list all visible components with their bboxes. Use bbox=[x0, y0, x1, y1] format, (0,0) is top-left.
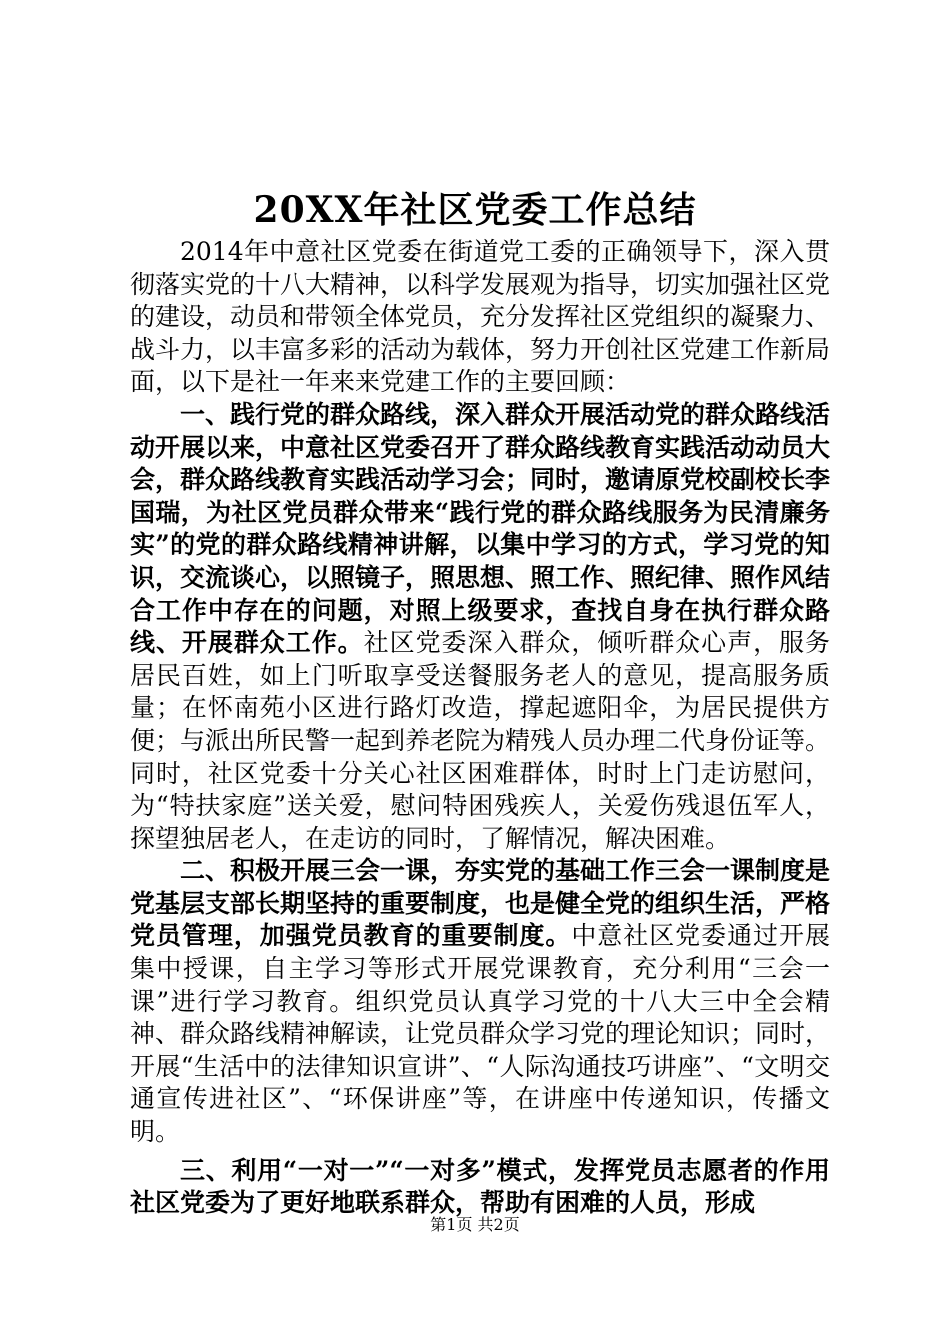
paragraph-section-2 bbox=[130, 855, 830, 1148]
paragraph-heading: 二、积极开展三会一课，夯实党的基础工作三会一课制度是党基层支部长期坚持的重要制度，也是健全党的组织生活，严格党员管理，加强党员教育的重要制度。 bbox=[130, 856, 831, 951]
paragraph-heading: 一、践行党的群众路线，深入群众开展活动党的群众路线活动开展以来，中意社区党委召开了群众路线教育实践活动动员大会，群众路线教育实践活动学习会；同时，邀请原党校副校长李国瑞，为社区党员群众带来“践行党的群众路线服务为民清廉务实”的党的群众路线精神讲解，以集中学习的方式，学习党的知识，交流谈心，以照镜子，照思想、照工作、照纪律、照作风结合工作中存在的问题，对照上级要求，查找自身在执行群众路线、开展群众工作。 bbox=[130, 399, 831, 658]
document-body bbox=[130, 236, 830, 1220]
paragraph-heading: 三、利用“一对一”“一对多”模式，发挥党员志愿者的作用社区党委为了更好地联系群众，帮助有困难的人员，形成 bbox=[130, 1155, 830, 1218]
paragraph-intro bbox=[130, 236, 830, 399]
paragraph-text: 社区党委深入群众，倾听群众心声，服务居民百姓，如上门听取享受送餐服务老人的意见，提高服务质量；在怀南苑小区进行路灯改造，撑起遮阳伞，为居民提供方便；与派出所民警一起到养老院为精残人员办理二代身份证等。同时，社区党委十分关心社区困难群体，时时上门走访慰问，为“特扶家庭”送关爱，慰问特困残疾人，关爱伤残退伍军人，探望独居老人，在走访的同时，了解情况，解决困难。 bbox=[130, 628, 831, 853]
paragraph-section-3 bbox=[130, 1155, 830, 1220]
document-title: 20XX年社区党委工作总结 bbox=[253, 189, 697, 231]
paragraph-section-1 bbox=[130, 399, 830, 855]
paragraph-text: 2014年中意社区党委在街道党工委的正确领导下，深入贯彻落实党的十八大精神，以科学发展观为指导，切实加强社区党的建设，动员和带领全体党员，充分发挥社区党组织的凝聚力、战斗力，以丰富多彩的活动为载体，努力开创社区党建工作新局面，以下是社一年来来党建工作的主要回顾： bbox=[130, 237, 831, 397]
page-footer: 第1页 共2页 bbox=[430, 1215, 520, 1234]
paragraph-text: 中意社区党委通过开展集中授课，自主学习等形式开展党课教育，充分利用“三会一课”进行学习教育。组织党员认真学习党的十八大三中全会精神、群众路线精神解读，让党员群众学习党的理论知识；同时，开展“生活中的法律知识宣讲”、“人际沟通技巧讲座”、“文明交通宣传进社区”、“环保讲座”等，在讲座中传递知识，传播文明。 bbox=[130, 921, 831, 1147]
